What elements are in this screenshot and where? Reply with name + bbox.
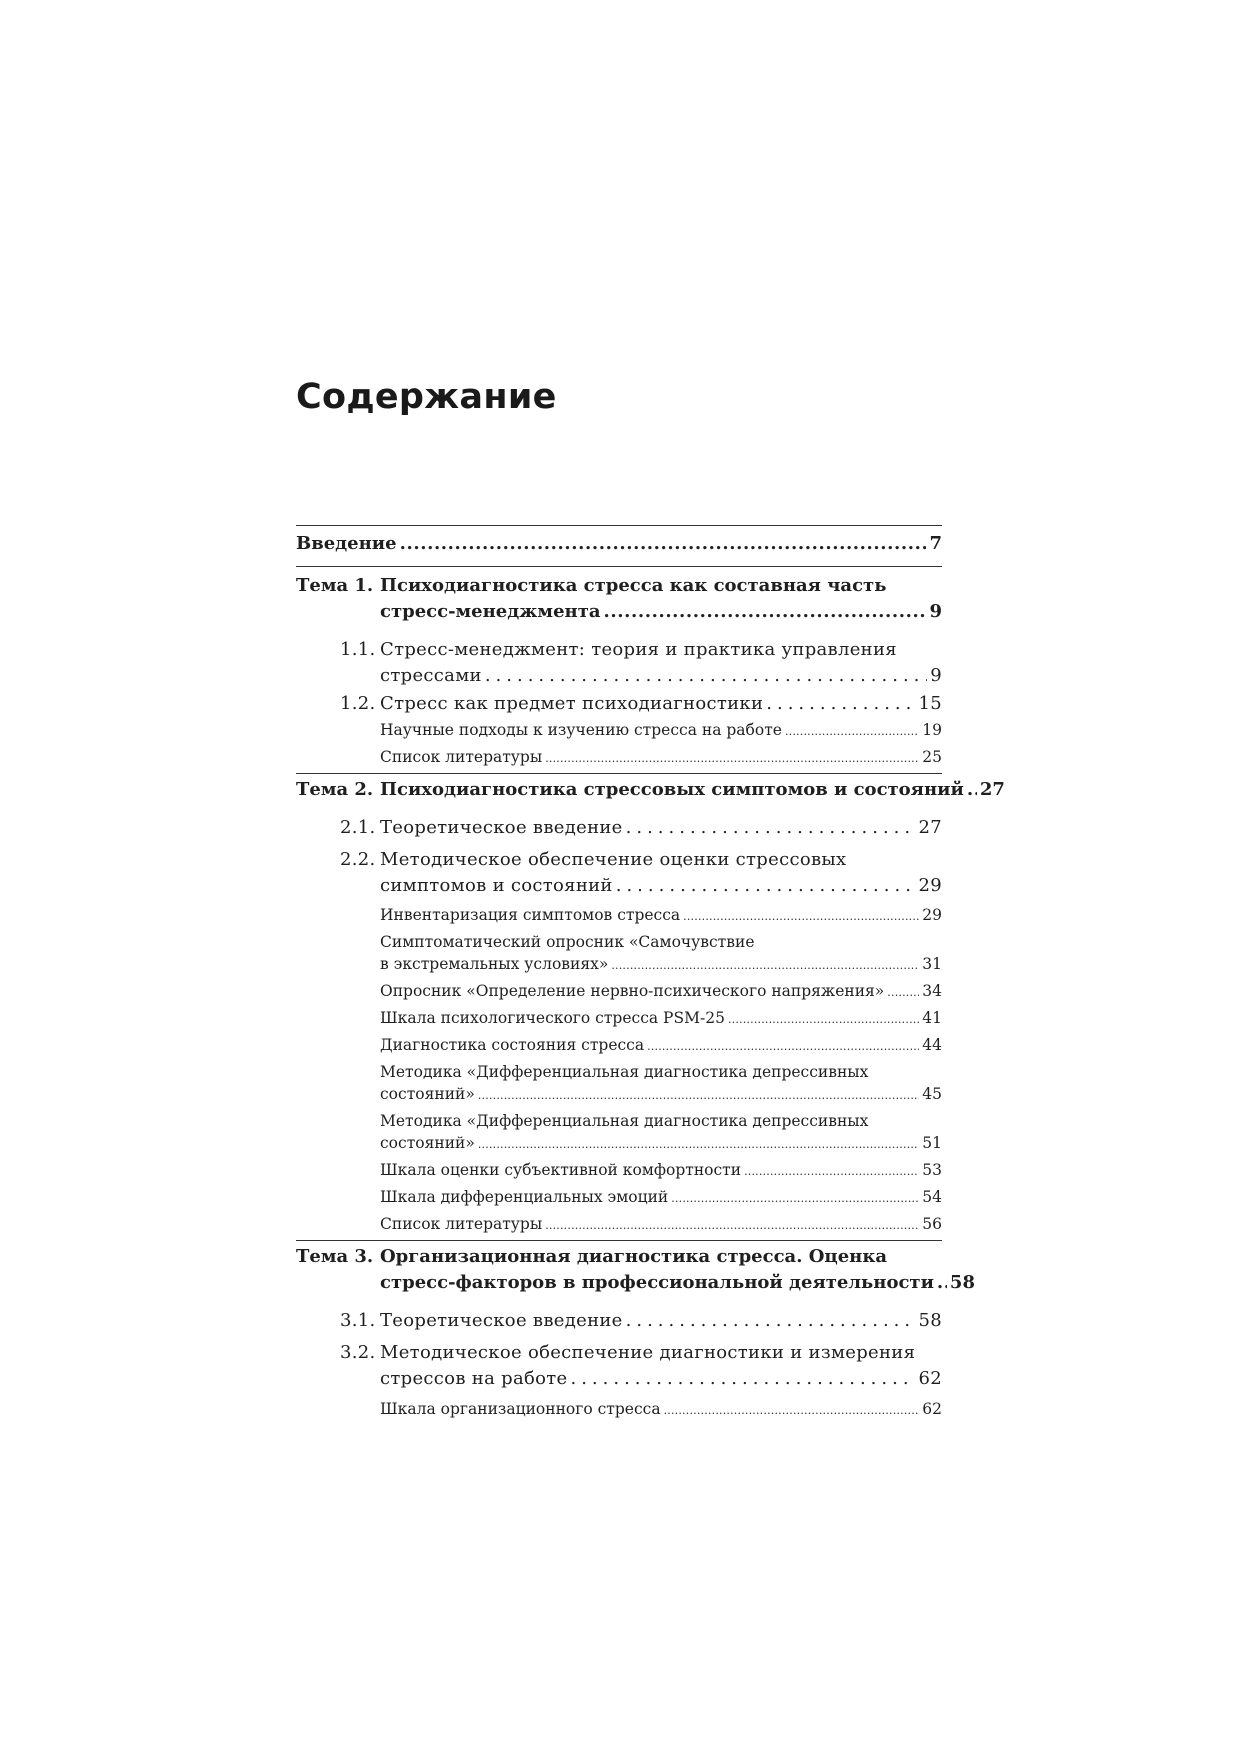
dot-leader — [647, 1036, 919, 1058]
page-number: 15 — [918, 693, 942, 714]
table-of-contents — [296, 525, 1005, 1422]
toc-entry-method[interactable] — [296, 1186, 942, 1210]
entry-number: Тема 2. — [296, 779, 374, 800]
page-number: 45 — [922, 1085, 942, 1103]
entry-title: Стресс как предмет психодиагностики — [380, 693, 764, 714]
divider — [296, 1240, 942, 1241]
entry-title: Организационная диагностика стресса. Оценка — [380, 1246, 888, 1267]
toc-entry-2-2[interactable] — [296, 847, 942, 899]
toc-entry-1-1[interactable] — [296, 637, 942, 689]
entry-title-continued: стрессами — [380, 665, 482, 686]
entry-title-continued: симптомов и состояний — [380, 875, 613, 896]
entry-title: Психодиагностика стресса как составная часть — [380, 575, 887, 596]
entry-title: Инвентаризация симптомов стресса — [380, 906, 681, 924]
dot-leader — [611, 955, 919, 977]
dot-leader — [616, 873, 916, 899]
entry-title: Шкала дифференциальных эмоций — [380, 1188, 669, 1206]
entry-title: Стресс-менеджмент: теория и практика управления — [380, 639, 897, 660]
entry-title: Диагностика состояния стресса — [380, 1036, 645, 1054]
toc-entry-1-2[interactable] — [296, 691, 942, 717]
dot-leader — [671, 1188, 919, 1210]
entry-number: 1.1. — [340, 639, 376, 660]
divider — [296, 525, 942, 526]
dot-leader — [570, 1366, 915, 1392]
entry-title: Шкала организационного стресса — [380, 1400, 661, 1418]
dot-leader — [967, 777, 977, 803]
toc-entry-method[interactable] — [296, 980, 942, 1004]
page-number: 62 — [918, 1368, 942, 1389]
entry-title-continued: в экстремальных условиях» — [380, 955, 609, 973]
toc-entry-references[interactable] — [296, 746, 942, 770]
page-number: 51 — [922, 1134, 942, 1152]
toc-entry-topic-1[interactable] — [296, 573, 942, 625]
entry-title-continued: стресс-менеджмента — [380, 601, 601, 622]
entry-title: Методическое обеспечение диагностики и измерения — [380, 1342, 916, 1363]
entry-title: Методика «Дифференциальная диагностика депрессивных — [380, 1063, 869, 1081]
entry-title: Симптоматический опросник «Самочувствие — [380, 933, 755, 951]
dot-leader — [400, 531, 927, 557]
page-number: 44 — [922, 1036, 942, 1054]
entry-title-continued: состояний» — [380, 1134, 475, 1152]
entry-title-continued: состояний» — [380, 1085, 475, 1103]
entry-title: Методическое обеспечение оценки стрессовых — [380, 849, 847, 870]
dot-leader — [626, 1308, 916, 1334]
toc-entry-method[interactable] — [296, 1398, 942, 1422]
toc-entry-method[interactable] — [296, 1159, 942, 1183]
page-title: Содержание — [296, 377, 557, 417]
dot-leader — [744, 1161, 919, 1183]
divider — [296, 773, 942, 774]
dot-leader — [478, 1085, 919, 1107]
entry-number: 2.1. — [340, 817, 376, 838]
toc-entry-method[interactable] — [296, 719, 942, 743]
dot-leader — [604, 599, 927, 625]
dot-leader — [785, 721, 919, 743]
page-number: 58 — [949, 1272, 975, 1293]
toc-entry-3-1[interactable] — [296, 1308, 942, 1334]
entry-number: 1.2. — [340, 693, 376, 714]
entry-title: Введение — [296, 533, 397, 554]
entry-title: Теоретическое введение — [380, 817, 623, 838]
entry-number: Тема 1. — [296, 575, 374, 596]
dot-leader — [728, 1009, 919, 1031]
page-number: 27 — [979, 779, 1005, 800]
dot-leader — [937, 1270, 947, 1296]
entry-title: Список литературы — [380, 748, 543, 766]
entry-title: Теоретическое введение — [380, 1310, 623, 1331]
entry-number: 3.2. — [340, 1342, 376, 1363]
toc-entry-method[interactable] — [296, 931, 942, 977]
dot-leader — [545, 1215, 919, 1237]
dot-leader — [683, 906, 919, 928]
dot-leader — [626, 815, 916, 841]
page-number: 41 — [922, 1009, 942, 1027]
dot-leader — [887, 982, 919, 1004]
toc-entry-2-1[interactable] — [296, 815, 942, 841]
entry-title: Методика «Дифференциальная диагностика депрессивных — [380, 1112, 869, 1130]
entry-number: 2.2. — [340, 849, 376, 870]
dot-leader — [664, 1400, 920, 1422]
page-number: 54 — [922, 1188, 942, 1206]
divider — [296, 566, 942, 567]
entry-title: Шкала психологического стресса PSM-25 — [380, 1009, 725, 1027]
entry-title: Список литературы — [380, 1215, 543, 1233]
entry-title: Опросник «Определение нервно-психического напряжения» — [380, 982, 885, 1000]
toc-entry-method[interactable] — [296, 1110, 942, 1156]
dot-leader — [545, 748, 919, 770]
entry-title-continued: стресс-факторов в профессиональной деятельности — [380, 1272, 934, 1293]
page-number: 29 — [922, 906, 942, 924]
dot-leader — [485, 663, 927, 689]
entry-title-continued: стрессов на работе — [380, 1368, 568, 1389]
page-number: 9 — [930, 665, 942, 686]
entry-title: Психодиагностика стрессовых симптомов и состояний — [380, 779, 964, 800]
dot-leader — [766, 691, 915, 717]
entry-title: Шкала оценки субъективной комфортности — [380, 1161, 742, 1179]
toc-entry-method[interactable] — [296, 1007, 942, 1031]
entry-number: 3.1. — [340, 1310, 376, 1331]
page-number: 62 — [922, 1400, 942, 1418]
toc-entry-3-2[interactable] — [296, 1340, 942, 1392]
toc-entry-method[interactable] — [296, 904, 942, 928]
toc-entry-topic-3[interactable] — [296, 1244, 975, 1296]
toc-entry-method[interactable] — [296, 1034, 942, 1058]
page-number: 31 — [922, 955, 942, 973]
toc-entry-method[interactable] — [296, 1061, 942, 1107]
entry-number: Тема 3. — [296, 1246, 374, 1267]
entry-title: Научные подходы к изучению стресса на работе — [380, 721, 782, 739]
page-number: 29 — [918, 875, 942, 896]
page-number: 25 — [922, 748, 942, 766]
page-number: 56 — [922, 1215, 942, 1233]
page-number: 27 — [918, 817, 942, 838]
page-number: 58 — [918, 1310, 942, 1331]
page-number: 53 — [922, 1161, 942, 1179]
page-number: 7 — [929, 533, 942, 554]
page-number: 9 — [929, 601, 942, 622]
toc-entry-topic-2[interactable] — [296, 777, 1005, 803]
toc-entry-references[interactable] — [296, 1213, 942, 1237]
dot-leader — [478, 1134, 919, 1156]
toc-entry-introduction[interactable] — [296, 531, 942, 557]
page-number: 34 — [922, 982, 942, 1000]
page-number: 19 — [922, 721, 942, 739]
